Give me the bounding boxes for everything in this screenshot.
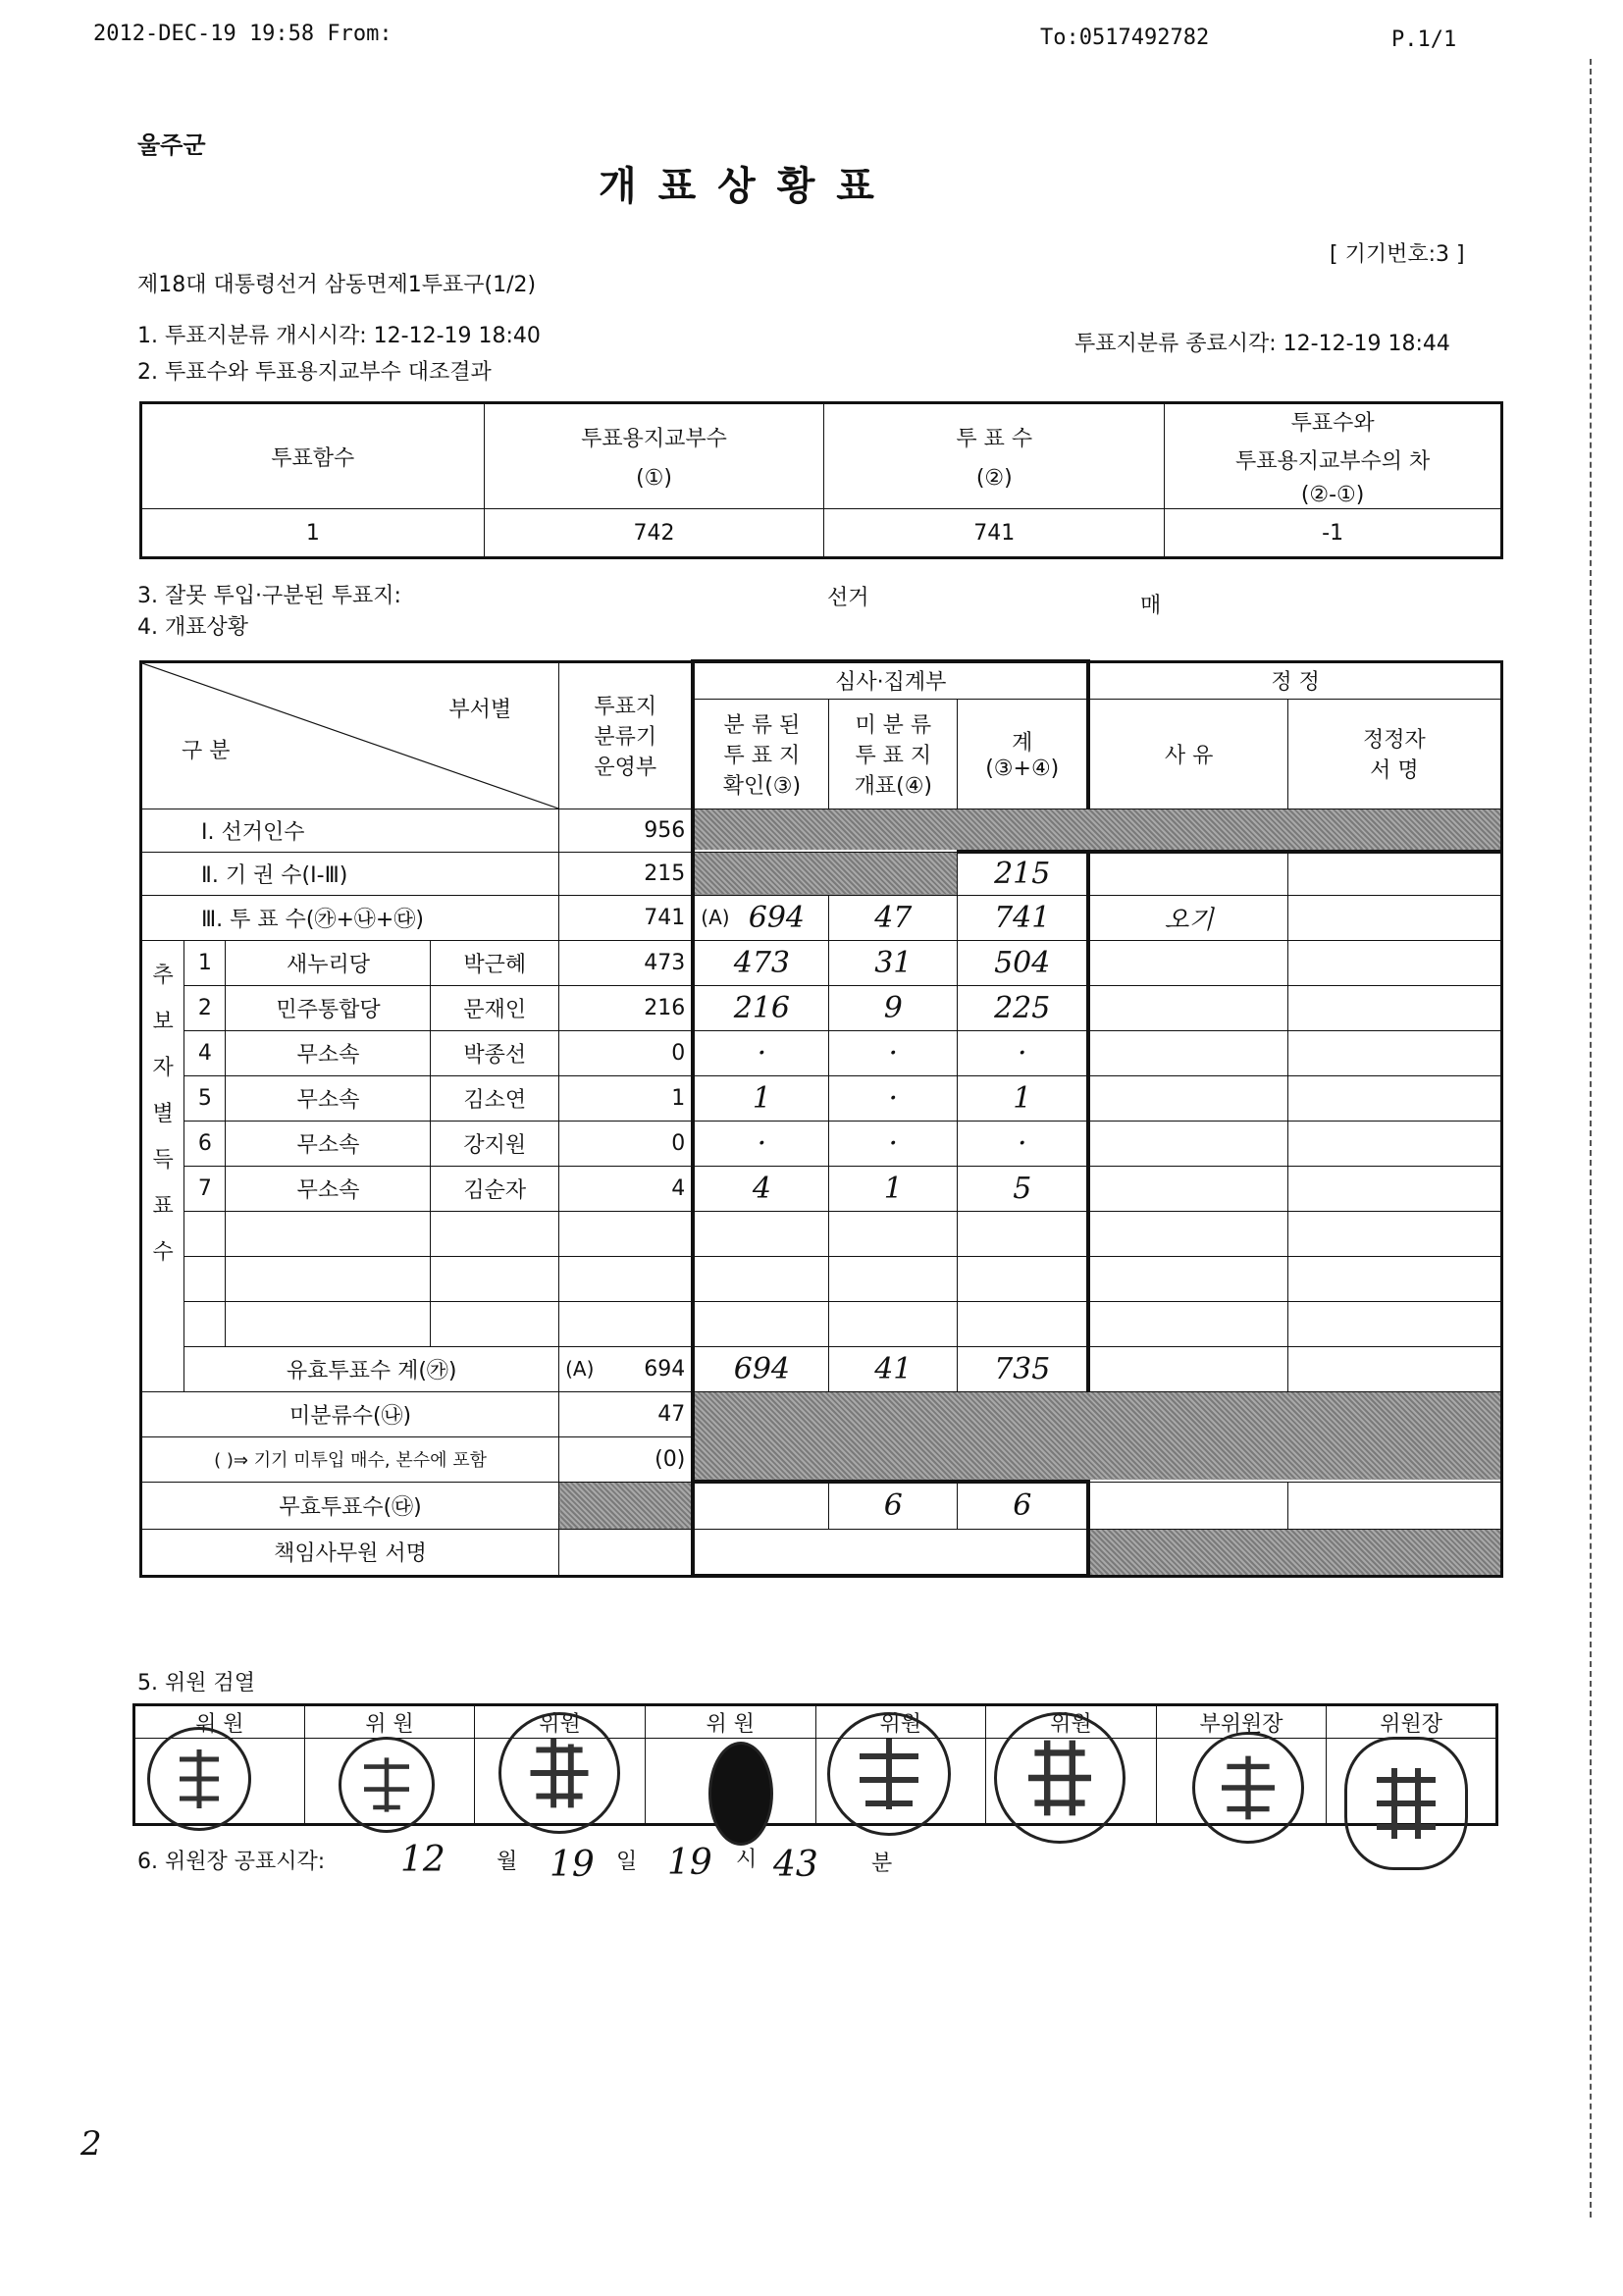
valid-votes-corrector bbox=[1287, 1346, 1501, 1391]
candidate-machine-votes: 1 bbox=[559, 1075, 694, 1121]
abstention-reason bbox=[1088, 852, 1287, 895]
candidate-corrector bbox=[1287, 940, 1501, 985]
month-unit: 월 bbox=[497, 1850, 518, 1874]
candidate-machine-votes: 0 bbox=[559, 1121, 694, 1166]
section4-label: 4. 개표상황 bbox=[137, 615, 248, 640]
candidate-no: 4 bbox=[184, 1030, 226, 1075]
box-count-value: 1 bbox=[141, 509, 485, 558]
unsorted-note: ( )⇒ 기기 미투입 매수, 본수에 포함 bbox=[141, 1436, 559, 1482]
invalid-votes-sorted bbox=[693, 1482, 829, 1529]
empty-row bbox=[141, 1301, 1502, 1346]
valid-votes-sorted: 694 bbox=[693, 1346, 829, 1391]
vote-count-value: 741 bbox=[824, 509, 1165, 558]
candidate-total: 1 bbox=[958, 1075, 1089, 1121]
votes-corrector bbox=[1287, 895, 1501, 940]
abstention-corrector bbox=[1287, 852, 1501, 895]
shaded-area bbox=[559, 1482, 694, 1529]
candidate-corrector bbox=[1287, 1121, 1501, 1166]
diagonal-header-cell bbox=[141, 661, 559, 809]
candidate-party: 새누리당 bbox=[226, 940, 431, 985]
candidate-reason bbox=[1088, 1166, 1287, 1211]
candidate-sorted: · bbox=[693, 1121, 829, 1166]
candidate-total: · bbox=[958, 1030, 1089, 1075]
empty-row bbox=[141, 1211, 1502, 1256]
candidate-unsorted: · bbox=[829, 1075, 958, 1121]
section5-label: 5. 위원 검열 bbox=[137, 1671, 255, 1696]
candidate-name: 김소연 bbox=[431, 1075, 559, 1121]
announce-day: 19 bbox=[550, 1845, 595, 1885]
table-row bbox=[141, 1121, 1502, 1166]
section2-label: 2. 투표수와 투표용지교부수 대조결과 bbox=[137, 360, 492, 385]
committee-col: 위원 bbox=[986, 1705, 1157, 1739]
issued-header: 투표용지교부수 (①) bbox=[484, 403, 824, 509]
valid-votes-value: (A) 694 bbox=[559, 1346, 694, 1391]
votes-sorted: (A) 694 bbox=[693, 895, 829, 940]
district-label: 울주군 bbox=[137, 131, 206, 159]
review-dept-header: 심사·집계부 bbox=[693, 661, 1088, 699]
committee-col: 위원 bbox=[475, 1705, 646, 1739]
candidate-no: 7 bbox=[184, 1166, 226, 1211]
candidate-sorted: 1 bbox=[693, 1075, 829, 1121]
page-mark: 2 bbox=[80, 2124, 102, 2164]
sort-start-time: 1. 투표지분류 개시시각: 12-12-19 18:40 bbox=[137, 324, 541, 348]
candidate-party: 무소속 bbox=[226, 1121, 431, 1166]
officer-signature-label: 책임사무원 서명 bbox=[141, 1529, 559, 1576]
fax-date: 2012-DEC-19 19:58 From: bbox=[93, 22, 393, 46]
seal-stamp bbox=[827, 1712, 951, 1836]
candidate-machine-votes: 4 bbox=[559, 1166, 694, 1211]
invalid-votes-unsorted: 6 bbox=[829, 1482, 958, 1529]
candidate-total: 504 bbox=[958, 940, 1089, 985]
table-row bbox=[141, 1166, 1502, 1211]
seal-stamp bbox=[339, 1737, 435, 1833]
candidate-sorted: 4 bbox=[693, 1166, 829, 1211]
invalid-votes-total: 6 bbox=[958, 1482, 1089, 1529]
sort-end-time: 투표지분류 종료시각: 12-12-19 18:44 bbox=[1074, 332, 1450, 356]
unsorted-count-value: 47 bbox=[559, 1391, 694, 1436]
empty-row bbox=[141, 1256, 1502, 1301]
abstention-label: Ⅱ. 기 권 수(Ⅰ-Ⅲ) bbox=[141, 852, 559, 895]
announce-minute: 43 bbox=[773, 1845, 818, 1885]
candidate-unsorted: 1 bbox=[829, 1166, 958, 1211]
votes-reason: 오기 bbox=[1088, 895, 1287, 940]
byseo-label: 부서별 bbox=[448, 697, 512, 722]
section6-label: 6. 위원장 공표시각: bbox=[137, 1850, 326, 1874]
page-title: 개 표 상 황 표 bbox=[599, 164, 878, 209]
candidate-name: 박종선 bbox=[431, 1030, 559, 1075]
unsorted-header: 미 분 류 투 표 지 개표(④) bbox=[829, 699, 958, 809]
unsorted-count-label: 미분류수(㉯) bbox=[141, 1391, 559, 1436]
officer-signature-machine bbox=[559, 1529, 694, 1576]
committee-col: 위원장 bbox=[1327, 1705, 1497, 1739]
candidate-total: 5 bbox=[958, 1166, 1089, 1211]
candidate-machine-votes: 216 bbox=[559, 985, 694, 1030]
candidate-side-label: 추 보 자 별 득 표 수 bbox=[141, 940, 184, 1391]
votes-label: Ⅲ. 투 표 수(㉮+㉯+㉰) bbox=[141, 895, 559, 940]
candidate-unsorted: · bbox=[829, 1030, 958, 1075]
votes-unsorted: 47 bbox=[829, 895, 958, 940]
section3-sheets: 매 bbox=[1140, 594, 1162, 618]
candidate-total: · bbox=[958, 1121, 1089, 1166]
votes-value: 741 bbox=[559, 895, 694, 940]
total-header: 계 (③+④) bbox=[958, 699, 1089, 809]
candidate-total: 225 bbox=[958, 985, 1089, 1030]
table-row bbox=[141, 940, 1502, 985]
candidate-reason bbox=[1088, 1075, 1287, 1121]
candidate-unsorted: 9 bbox=[829, 985, 958, 1030]
candidate-name: 박근혜 bbox=[431, 940, 559, 985]
candidate-party: 민주통합당 bbox=[226, 985, 431, 1030]
candidate-party: 무소속 bbox=[226, 1166, 431, 1211]
candidate-corrector bbox=[1287, 1166, 1501, 1211]
abstention-value: 215 bbox=[559, 852, 694, 895]
invalid-votes-corrector bbox=[1287, 1482, 1501, 1529]
fax-edge-line bbox=[1590, 59, 1594, 2218]
candidate-corrector bbox=[1287, 1075, 1501, 1121]
table-row bbox=[141, 1075, 1502, 1121]
committee-col: 위 원 bbox=[134, 1705, 305, 1739]
valid-votes-total: 735 bbox=[958, 1346, 1089, 1391]
shaded-area bbox=[693, 1391, 1501, 1482]
shaded-area bbox=[1088, 1529, 1501, 1576]
ballot-count-table bbox=[139, 401, 1503, 559]
announce-month: 12 bbox=[400, 1840, 445, 1880]
candidate-unsorted: 31 bbox=[829, 940, 958, 985]
announce-hour: 19 bbox=[667, 1843, 712, 1883]
committee-col: 위원 bbox=[815, 1705, 986, 1739]
officer-signature-review bbox=[693, 1529, 1088, 1576]
count-status-table bbox=[139, 659, 1503, 1578]
candidate-sorted: · bbox=[693, 1030, 829, 1075]
valid-votes-unsorted: 41 bbox=[829, 1346, 958, 1391]
candidate-no: 1 bbox=[184, 940, 226, 985]
candidate-no: 5 bbox=[184, 1075, 226, 1121]
seal-stamp bbox=[147, 1727, 251, 1831]
candidate-name: 강지원 bbox=[431, 1121, 559, 1166]
machine-dept-header: 투표지 분류기 운영부 bbox=[559, 661, 694, 809]
seal-stamp bbox=[708, 1742, 773, 1846]
seal-stamp bbox=[994, 1712, 1126, 1844]
seal-stamp bbox=[1192, 1732, 1304, 1844]
valid-votes-reason bbox=[1088, 1346, 1287, 1391]
valid-votes-label: 유효투표수 계(㉮) bbox=[184, 1346, 559, 1391]
candidate-unsorted: · bbox=[829, 1121, 958, 1166]
vote-count-header: 투 표 수 (②) bbox=[824, 403, 1165, 509]
committee-col: 위 원 bbox=[645, 1705, 815, 1739]
hour-unit: 시 bbox=[736, 1848, 758, 1872]
invalid-votes-label: 무효투표수(㉰) bbox=[141, 1482, 559, 1529]
unsorted-note-value: (0) bbox=[559, 1436, 694, 1482]
sorted-header: 분 류 된 투 표 지 확인(③) bbox=[693, 699, 829, 809]
candidate-name: 김순자 bbox=[431, 1166, 559, 1211]
difference-header: 투표수와 투표용지교부수의 차 (②-①) bbox=[1165, 403, 1502, 509]
committee-col: 위 원 bbox=[304, 1705, 475, 1739]
electors-value: 956 bbox=[559, 809, 694, 852]
seal-stamp bbox=[498, 1712, 620, 1834]
candidate-party: 무소속 bbox=[226, 1030, 431, 1075]
corrector-header: 정정자 서 명 bbox=[1287, 699, 1501, 809]
candidate-reason bbox=[1088, 940, 1287, 985]
candidate-sorted: 216 bbox=[693, 985, 829, 1030]
correction-header: 정 정 bbox=[1088, 661, 1501, 699]
election-name: 제18대 대통령선거 삼동면제1투표구(1/2) bbox=[137, 273, 537, 297]
shaded-area bbox=[693, 852, 957, 895]
minute-unit: 분 bbox=[871, 1852, 893, 1876]
electors-label: Ⅰ. 선거인수 bbox=[141, 809, 559, 852]
candidate-name: 문재인 bbox=[431, 985, 559, 1030]
difference-value: -1 bbox=[1165, 509, 1502, 558]
candidate-reason bbox=[1088, 1030, 1287, 1075]
committee-col: 부위원장 bbox=[1156, 1705, 1327, 1739]
table-row bbox=[141, 985, 1502, 1030]
reason-header: 사 유 bbox=[1088, 699, 1287, 809]
candidate-corrector bbox=[1287, 985, 1501, 1030]
section3-label: 3. 잘못 투입·구분된 투표지: bbox=[137, 584, 401, 608]
votes-total: 741 bbox=[958, 895, 1089, 940]
abstention-total: 215 bbox=[958, 852, 1089, 895]
candidate-no: 6 bbox=[184, 1121, 226, 1166]
machine-number: [ 기기번호:3 ] bbox=[1330, 242, 1465, 267]
candidate-corrector bbox=[1287, 1030, 1501, 1075]
box-count-header: 투표함수 bbox=[141, 403, 485, 509]
candidate-reason bbox=[1088, 1121, 1287, 1166]
invalid-votes-reason bbox=[1088, 1482, 1287, 1529]
candidate-no: 2 bbox=[184, 985, 226, 1030]
seal-stamp bbox=[1344, 1737, 1468, 1870]
issued-value: 742 bbox=[484, 509, 824, 558]
fax-page: P.1/1 bbox=[1391, 27, 1457, 52]
candidate-machine-votes: 0 bbox=[559, 1030, 694, 1075]
gubun-label: 구 분 bbox=[182, 738, 231, 763]
candidate-sorted: 473 bbox=[693, 940, 829, 985]
shaded-area bbox=[693, 809, 1501, 852]
day-unit: 일 bbox=[616, 1850, 638, 1874]
section3-election: 선거 bbox=[827, 586, 869, 610]
fax-to: To:0517492782 bbox=[1040, 26, 1210, 50]
table-row bbox=[141, 1030, 1502, 1075]
candidate-machine-votes: 473 bbox=[559, 940, 694, 985]
candidate-reason bbox=[1088, 985, 1287, 1030]
candidate-party: 무소속 bbox=[226, 1075, 431, 1121]
